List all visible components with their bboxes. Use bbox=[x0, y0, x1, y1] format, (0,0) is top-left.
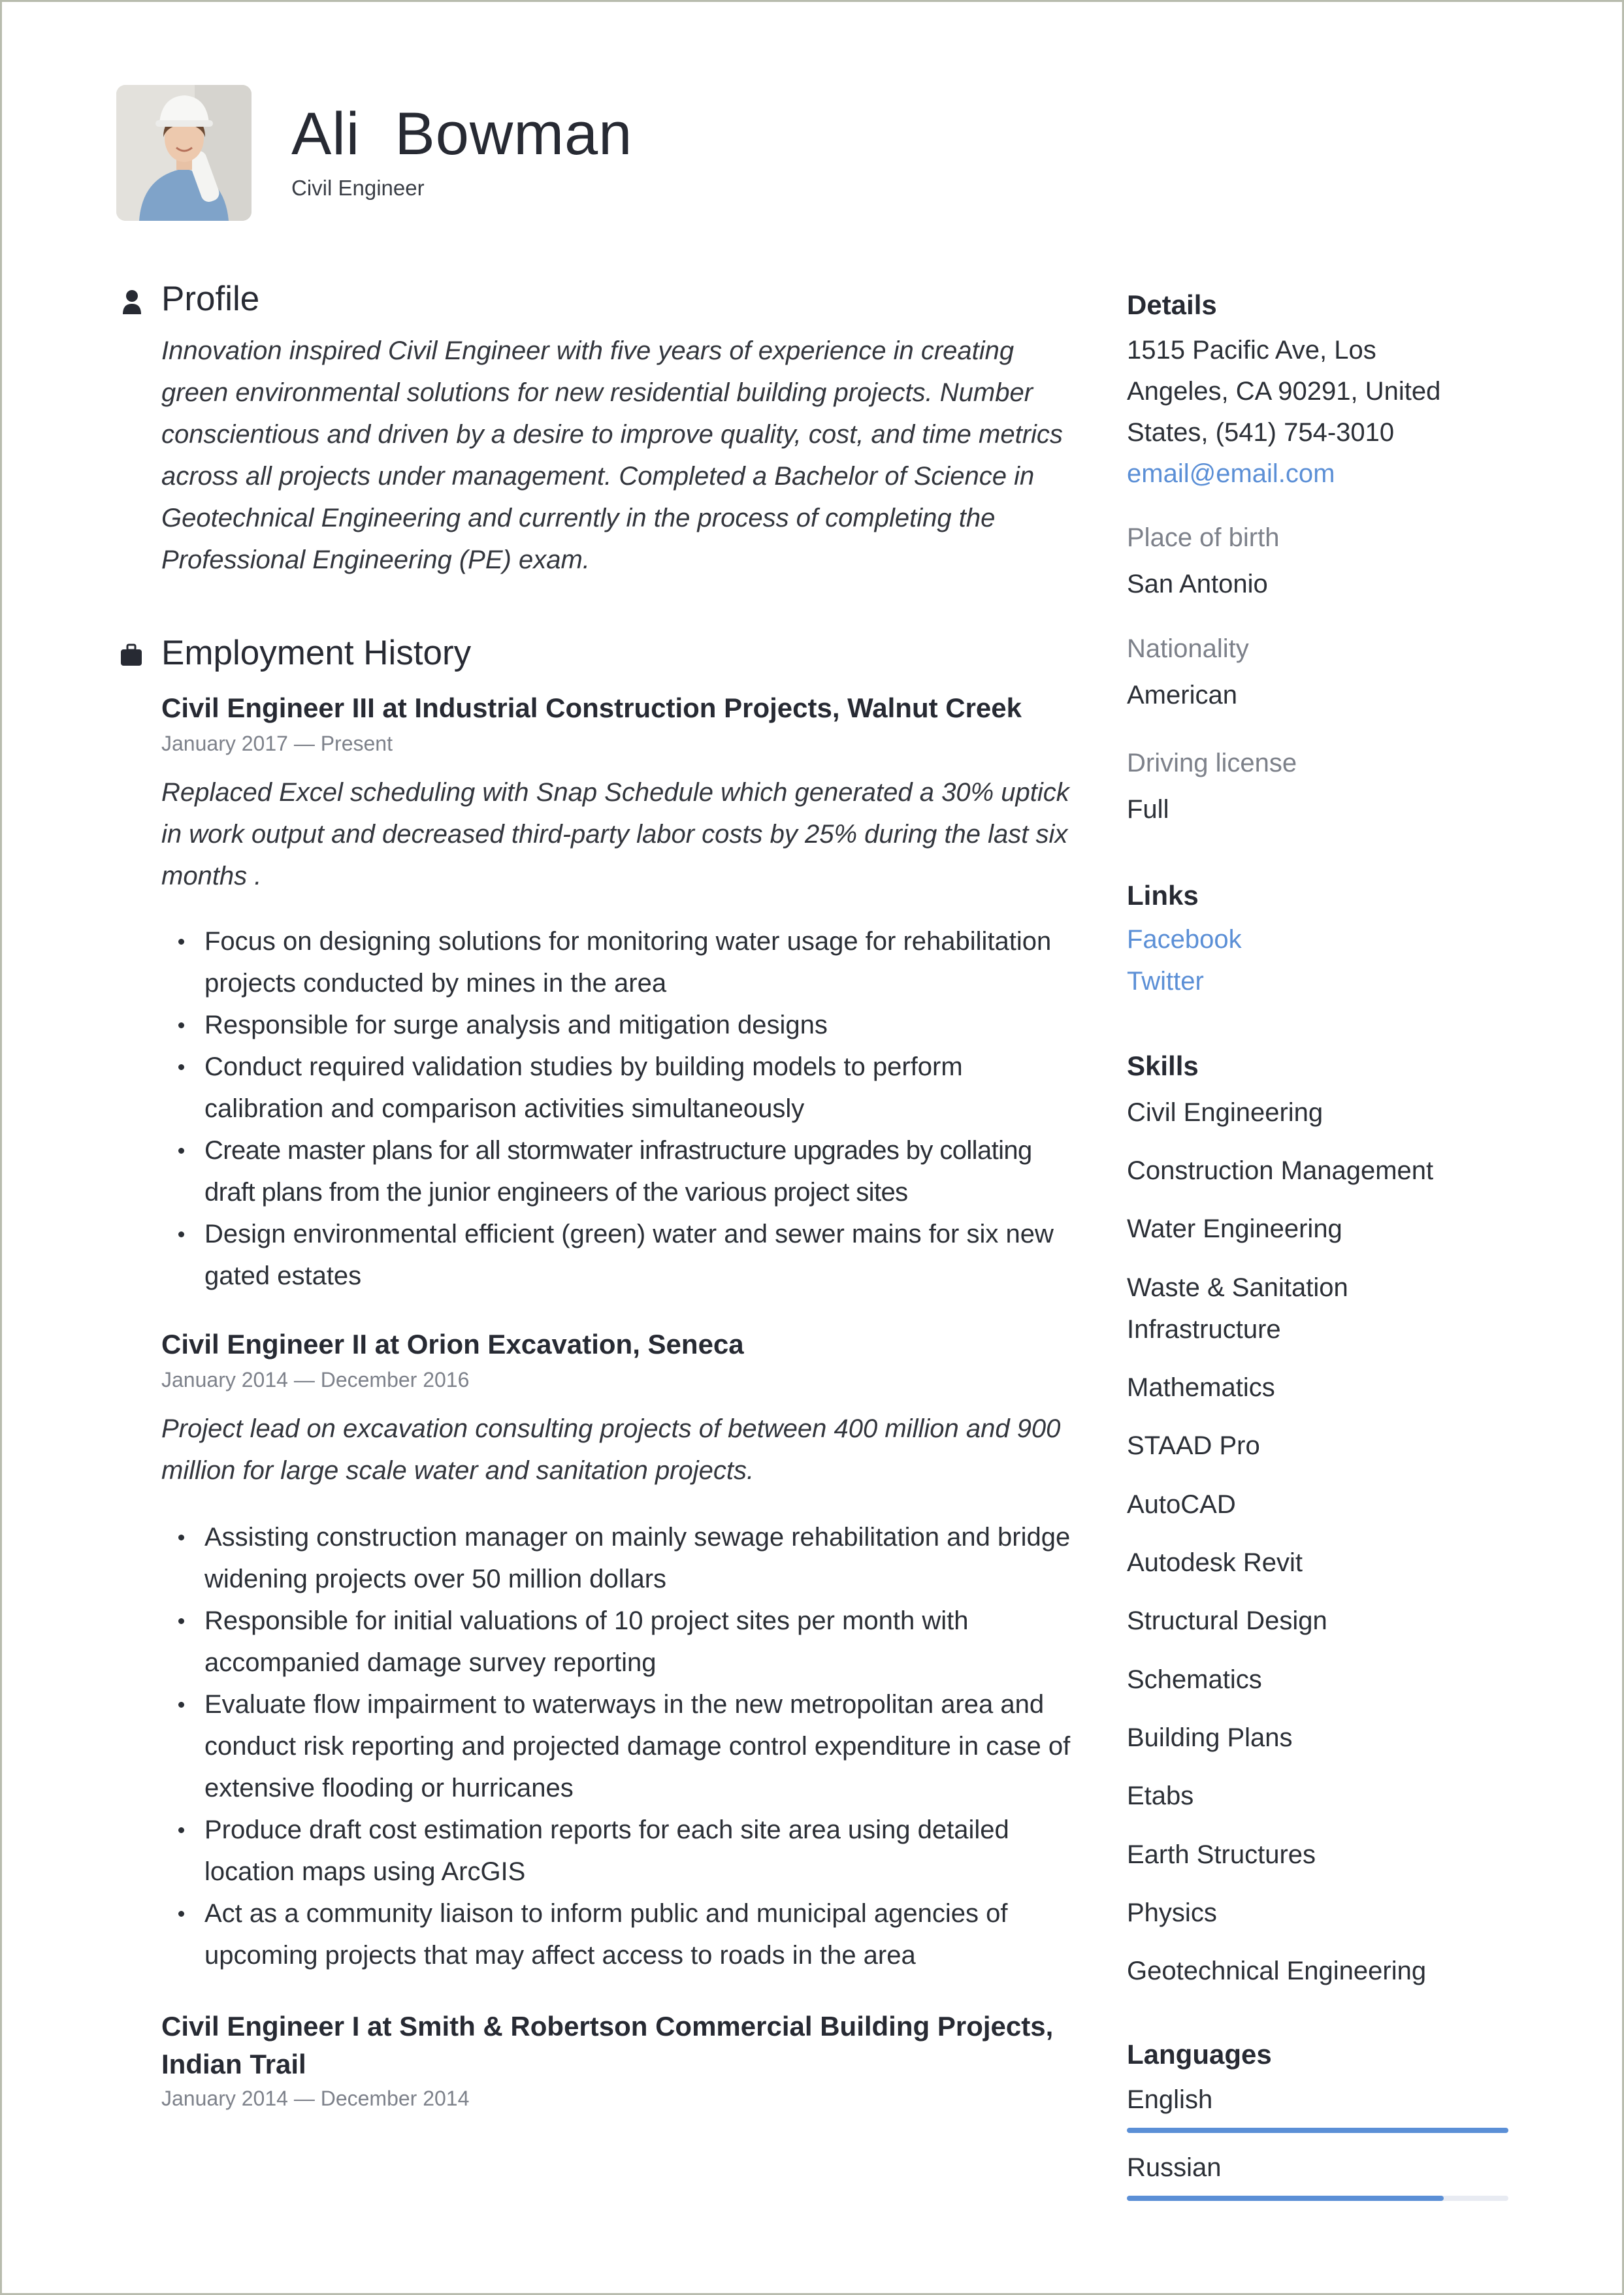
briefcase-icon bbox=[120, 643, 142, 670]
place-of-birth-value: San Antonio bbox=[1127, 570, 1268, 598]
job-2-summary: Project lead on excavation consulting projects of between 400 million and 900 million for large scale water and sanitation projects. bbox=[161, 1414, 1061, 1485]
language-english-level-fill bbox=[1127, 2128, 1508, 2133]
language-russian-level-bar bbox=[1127, 2196, 1508, 2201]
links-heading: Links bbox=[1127, 880, 1199, 911]
skill-item: Earth Structures bbox=[1127, 1840, 1316, 1869]
employment-heading: Employment History bbox=[161, 634, 472, 672]
driving-license-value: Full bbox=[1127, 795, 1169, 824]
skill-item: Civil Engineering bbox=[1127, 1098, 1324, 1127]
details-heading: Details bbox=[1127, 289, 1217, 320]
skill-item: AutoCAD bbox=[1127, 1490, 1236, 1519]
candidate-job-title: Civil Engineer bbox=[291, 176, 425, 200]
list-item: Focus on designing solutions for monitoring water usage for rehabilitation projects conducted by mines in the area bbox=[161, 920, 1076, 1004]
skill-item: Schematics bbox=[1127, 1665, 1262, 1694]
list-item: Assisting construction manager on mainly sewage rehabilitation and bridge widening projects over 50 million dollars bbox=[161, 1516, 1076, 1600]
skill-item: Autodesk Revit bbox=[1127, 1548, 1303, 1577]
email-link[interactable]: email@email.com bbox=[1127, 459, 1335, 488]
job-2-bullets bbox=[161, 1516, 1076, 1976]
job-3-dates: January 2014 — December 2014 bbox=[161, 2087, 470, 2110]
nationality-value: American bbox=[1127, 681, 1237, 709]
profile-photo bbox=[116, 85, 252, 221]
skill-item: Water Engineering bbox=[1127, 1214, 1342, 1243]
skills-heading: Skills bbox=[1127, 1050, 1199, 1081]
nationality-label: Nationality bbox=[1127, 634, 1249, 663]
list-item: Produce draft cost estimation reports for each site area using detailed location maps using ArcGIS bbox=[161, 1809, 1076, 1893]
skill-item: Geotechnical Engineering bbox=[1127, 1957, 1427, 1985]
job-1-summary: Replaced Excel scheduling with Snap Schedule which generated a 30% uptick in work output and decreased third-party labor costs by 25% during the last six months . bbox=[161, 778, 1069, 890]
place-of-birth-label: Place of birth bbox=[1127, 523, 1280, 552]
language-english-level-bar bbox=[1127, 2128, 1508, 2133]
skill-item: Construction Management bbox=[1127, 1156, 1434, 1185]
skill-item: STAAD Pro bbox=[1127, 1431, 1260, 1460]
skill-item: Structural Design bbox=[1127, 1606, 1327, 1635]
job-1-dates: January 2017 — Present bbox=[161, 732, 393, 755]
details-address: 1515 Pacific Ave, Los Angeles, CA 90291, United States, (541) 754-3010 bbox=[1127, 336, 1441, 447]
languages-heading: Languages bbox=[1127, 2039, 1272, 2070]
language-russian-level-fill bbox=[1127, 2196, 1444, 2201]
job-1-bullets bbox=[161, 920, 1076, 1297]
first-name: Ali bbox=[291, 101, 361, 167]
facebook-link[interactable]: Facebook bbox=[1127, 925, 1242, 954]
person-icon bbox=[121, 289, 143, 316]
skill-item: Etabs bbox=[1127, 1782, 1194, 1810]
list-item: Design environmental efficient (green) water and sewer mains for six new gated estates bbox=[161, 1213, 1076, 1297]
skill-item: Building Plans bbox=[1127, 1723, 1293, 1752]
skill-item: Mathematics bbox=[1127, 1373, 1275, 1402]
job-2-dates: January 2014 — December 2016 bbox=[161, 1368, 470, 1392]
job-3-heading: Civil Engineer I at Smith & Robertson Commercial Building Projects, Indian Trail bbox=[161, 2011, 1054, 2079]
list-item: Conduct required validation studies by building models to perform calibration and comparison activities simultaneously bbox=[161, 1046, 1076, 1130]
list-item: Responsible for surge analysis and mitigation designs bbox=[161, 1004, 1076, 1046]
list-item: Evaluate flow impairment to waterways in the new metropolitan area and conduct risk reporting and projected damage control expenditure in case of extensive flooding or hurricanes bbox=[161, 1684, 1076, 1809]
skill-item: Physics bbox=[1127, 1898, 1217, 1927]
skill-item: Waste & Sanitation Infrastructure bbox=[1127, 1273, 1348, 1344]
profile-summary: Innovation inspired Civil Engineer with five years of experience in creating green environmental solutions for new residential building projects. Number conscientious and driven by a desire to improve quality, cost, and time metrics across all projects under management. Completed a Bachelor of Science in Geotechnical Engineering and currently in the process of completing the Professional Engineering (PE) exam. bbox=[161, 336, 1063, 574]
last-name: Bowman bbox=[395, 101, 633, 167]
list-item: Responsible for initial valuations of 10 project sites per month with accompanied damage survey reporting bbox=[161, 1600, 1076, 1684]
twitter-link[interactable]: Twitter bbox=[1127, 967, 1204, 996]
driving-license-label: Driving license bbox=[1127, 749, 1297, 777]
list-item: Create master plans for all stormwater infrastructure upgrades by collating draft plans from the junior engineers of the various project sites bbox=[161, 1130, 1076, 1213]
language-russian: Russian bbox=[1127, 2153, 1222, 2182]
language-english: English bbox=[1127, 2085, 1213, 2114]
job-2-heading: Civil Engineer II at Orion Excavation, Seneca bbox=[161, 1329, 744, 1359]
list-item: Act as a community liaison to inform public and municipal agencies of upcoming projects that may affect access to roads in the area bbox=[161, 1893, 1076, 1976]
candidate-name bbox=[291, 100, 632, 169]
job-1-heading: Civil Engineer III at Industrial Construction Projects, Walnut Creek bbox=[161, 692, 1022, 723]
profile-heading: Profile bbox=[161, 280, 260, 318]
